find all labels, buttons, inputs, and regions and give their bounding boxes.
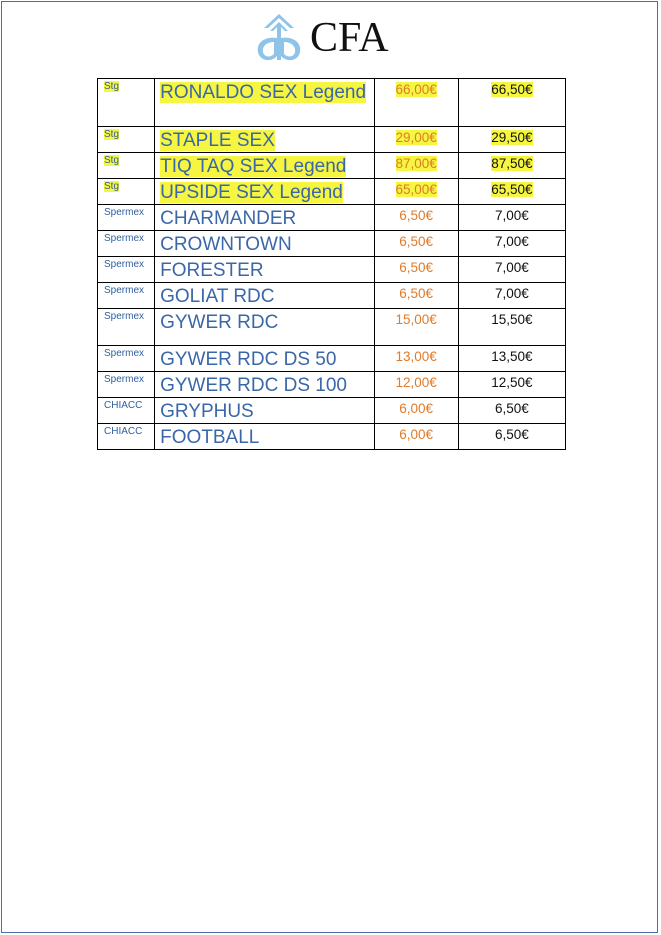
price2-cell [458, 398, 565, 424]
source-cell [98, 179, 155, 205]
price1-text: 66,00€ [395, 82, 437, 97]
source-text: Spermex [104, 285, 145, 296]
product-name-cell [155, 127, 374, 153]
source-text: Stg [104, 129, 120, 140]
price-table [97, 78, 566, 450]
cfa-logo [254, 12, 389, 64]
price1-text: 12,00€ [395, 375, 437, 390]
source-cell [98, 398, 155, 424]
source-text: Spermex [104, 259, 145, 270]
price1-cell [374, 179, 458, 205]
product-name-text: GYWER RDC DS 100 [160, 375, 347, 396]
source-text: CHIACC [104, 400, 143, 411]
table-row [98, 79, 566, 127]
product-name-text: GOLIAT RDC [160, 286, 275, 307]
price2-cell [458, 205, 565, 231]
product-name-text: FOOTBALL [160, 427, 260, 448]
price1-cell [374, 283, 458, 309]
price2-cell [458, 346, 565, 372]
source-cell [98, 424, 155, 450]
source-cell [98, 372, 155, 398]
source-text: Spermex [104, 348, 145, 359]
table-row [98, 205, 566, 231]
table-row [98, 257, 566, 283]
product-name-cell [155, 372, 374, 398]
price1-text: 6,00€ [399, 401, 434, 416]
product-name-text: RONALDO SEX Legend [160, 82, 367, 103]
table-row [98, 179, 566, 205]
price2-cell [458, 231, 565, 257]
product-name-cell [155, 398, 374, 424]
product-name-cell [155, 79, 374, 127]
product-name-cell [155, 257, 374, 283]
table-row [98, 127, 566, 153]
product-name-text: GYWER RDC DS 50 [160, 349, 337, 370]
price2-cell [458, 179, 565, 205]
price2-cell [458, 127, 565, 153]
price2-text: 66,50€ [491, 82, 533, 97]
price2-text: 15,50€ [491, 312, 533, 327]
source-cell [98, 309, 155, 346]
price1-text: 6,50€ [399, 234, 434, 249]
product-name-cell [155, 346, 374, 372]
product-name-text: FORESTER [160, 260, 264, 281]
price1-cell [374, 346, 458, 372]
price1-cell [374, 231, 458, 257]
table-row [98, 424, 566, 450]
price2-cell [458, 153, 565, 179]
price1-text: 6,00€ [399, 427, 434, 442]
price1-cell [374, 309, 458, 346]
price2-cell [458, 372, 565, 398]
price2-text: 12,50€ [491, 375, 533, 390]
price2-text: 7,00€ [494, 208, 529, 223]
product-name-cell [155, 309, 374, 346]
price2-cell [458, 309, 565, 346]
source-cell [98, 205, 155, 231]
table-row [98, 283, 566, 309]
price1-text: 6,50€ [399, 286, 434, 301]
price1-cell [374, 372, 458, 398]
price1-text: 6,50€ [399, 260, 434, 275]
product-name-cell [155, 424, 374, 450]
product-name-text: GYWER RDC [160, 312, 279, 333]
price1-cell [374, 257, 458, 283]
product-name-cell [155, 205, 374, 231]
source-text: Spermex [104, 233, 145, 244]
table-row [98, 398, 566, 424]
price1-cell [374, 79, 458, 127]
logo-text: CFA [310, 15, 389, 61]
source-text: Spermex [104, 207, 145, 218]
price2-cell [458, 283, 565, 309]
price2-cell [458, 257, 565, 283]
source-cell [98, 127, 155, 153]
price1-text: 6,50€ [399, 208, 434, 223]
price2-text: 65,50€ [491, 182, 533, 197]
source-cell [98, 283, 155, 309]
price2-text: 87,50€ [491, 156, 533, 171]
table-row [98, 309, 566, 346]
price1-cell [374, 127, 458, 153]
price2-cell [458, 79, 565, 127]
source-text: Stg [104, 181, 120, 192]
source-cell [98, 346, 155, 372]
table-row [98, 231, 566, 257]
price1-cell [374, 205, 458, 231]
price2-text: 6,50€ [494, 427, 529, 442]
product-name-cell [155, 231, 374, 257]
product-name-text: CROWNTOWN [160, 234, 292, 255]
price2-text: 13,50€ [491, 349, 533, 364]
price1-cell [374, 398, 458, 424]
product-name-text: GRYPHUS [160, 401, 254, 422]
cfa-logo-icon [254, 12, 304, 64]
price1-text: 29,00€ [395, 130, 437, 145]
price2-text: 7,00€ [494, 260, 529, 275]
price2-text: 6,50€ [494, 401, 529, 416]
source-text: Spermex [104, 374, 145, 385]
price1-cell [374, 153, 458, 179]
table-row [98, 153, 566, 179]
source-cell [98, 257, 155, 283]
price1-text: 65,00€ [395, 182, 437, 197]
price1-cell [374, 424, 458, 450]
product-name-text: UPSIDE SEX Legend [160, 182, 343, 203]
source-text: Spermex [104, 311, 145, 322]
source-cell [98, 153, 155, 179]
product-name-text: STAPLE SEX [160, 130, 275, 151]
product-name-cell [155, 283, 374, 309]
source-text: CHIACC [104, 426, 143, 437]
table-row [98, 372, 566, 398]
price2-text: 7,00€ [494, 234, 529, 249]
price2-text: 29,50€ [491, 130, 533, 145]
price2-cell [458, 424, 565, 450]
price1-text: 15,00€ [395, 312, 437, 327]
source-text: Stg [104, 81, 120, 92]
source-cell [98, 79, 155, 127]
table-row [98, 346, 566, 372]
price1-text: 87,00€ [395, 156, 437, 171]
price1-text: 13,00€ [395, 349, 437, 364]
product-name-cell [155, 153, 374, 179]
product-name-cell [155, 179, 374, 205]
source-cell [98, 231, 155, 257]
source-text: Stg [104, 155, 120, 166]
price2-text: 7,00€ [494, 286, 529, 301]
product-name-text: TIQ TAQ SEX Legend [160, 156, 347, 177]
product-name-text: CHARMANDER [160, 208, 297, 229]
